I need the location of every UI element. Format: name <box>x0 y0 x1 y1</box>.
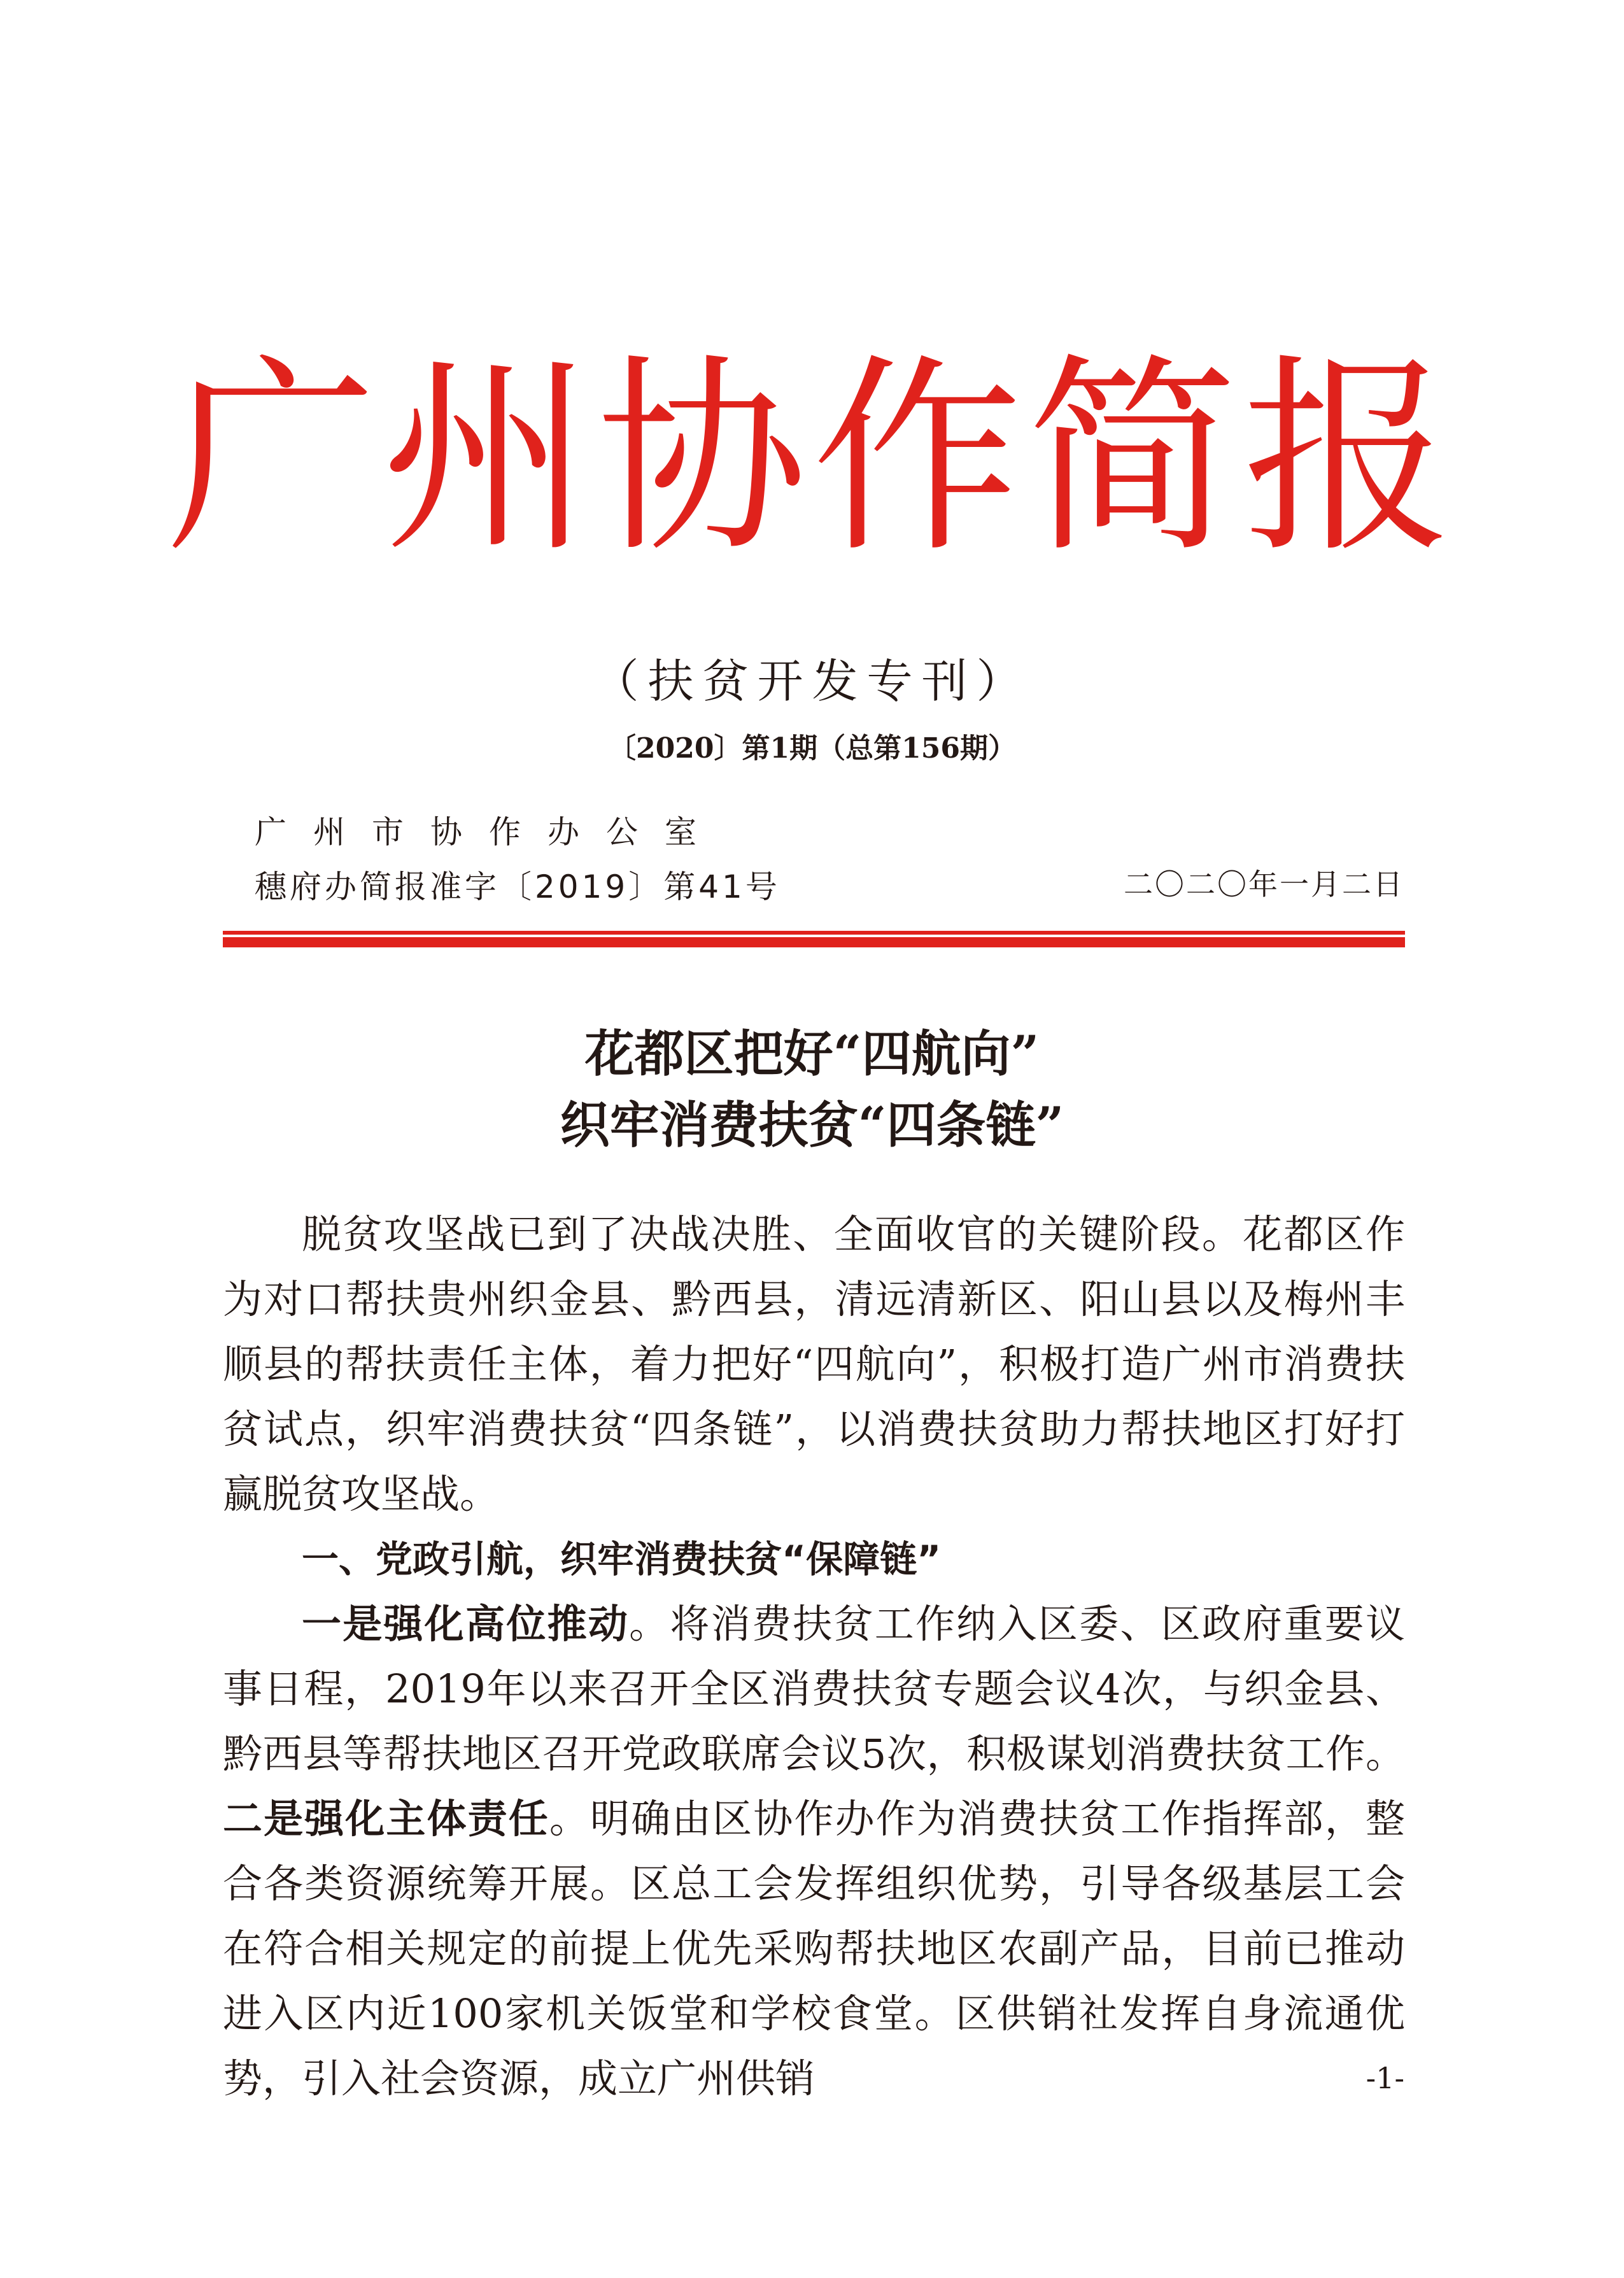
intro-paragraph: 脱贫攻坚战已到了决战决胜、全面收官的关键阶段。花都区作为对口帮扶贵州织金县、黔西县，清远清新区、阳山县以及梅州丰顺县的帮扶责任主体，着力把好“四航向”，积极打造广州市消费扶贫试点，织牢消费扶贫“四条链”，以消费扶贫助力帮扶地区打好打赢脱贫攻坚战。 <box>223 1211 1405 1517</box>
header-divider-thick <box>223 937 1405 947</box>
section1-text1: 。将消费扶贫工作纳入区委、区政府重要议事日程，2019年以来召开全区消费扶贫专题会议4次，与织金县、黔西县等帮扶地区召开党政联席会议5次，积极谋划消费扶贫工作。 <box>223 1601 1405 1777</box>
special-issue-label: （扶贫开发专刊） <box>593 654 1031 708</box>
article-title-line2: 织牢消费扶贫“四条链” <box>560 1096 1064 1154</box>
article-body <box>223 1202 1405 2111</box>
section1-heading: 一、党政引航，织牢消费扶贫“保障链” <box>302 1538 942 1581</box>
section1-lead2: 二是强化主体责任 <box>223 1795 549 1842</box>
section1-lead1: 一是强化高位推动 <box>302 1601 630 1647</box>
article-title <box>0 1019 1624 1161</box>
approval-number: 穗府办简报准字〔2019〕第41号 <box>255 868 780 905</box>
page-number: -1- <box>1366 2061 1404 2095</box>
article-title-line1: 花都区把好“四航向” <box>584 1025 1040 1083</box>
issuing-organization: 广州市协作办公室 <box>255 814 723 851</box>
issue-number: 〔2020〕第1期（总第156期） <box>608 732 1016 765</box>
issue-date: 二〇二〇年一月二日 <box>1124 867 1404 902</box>
masthead-title: 广州协作简报 <box>166 336 1458 581</box>
section1-paragraph <box>223 1592 1405 2111</box>
header-divider-thin <box>223 931 1405 935</box>
section1-text2: 。明确由区协作办作为消费扶贫工作指挥部，整合各类资源统筹开展。区总工会发挥组织优势，引导各级基层工会在符合相关规定的前提上优先采购帮扶地区农副产品，目前已推动进入区内近100家机关饭堂和学校食堂。区供销社发挥自身流通优势，引入社会资源，成立广州供销 <box>223 1795 1405 2102</box>
